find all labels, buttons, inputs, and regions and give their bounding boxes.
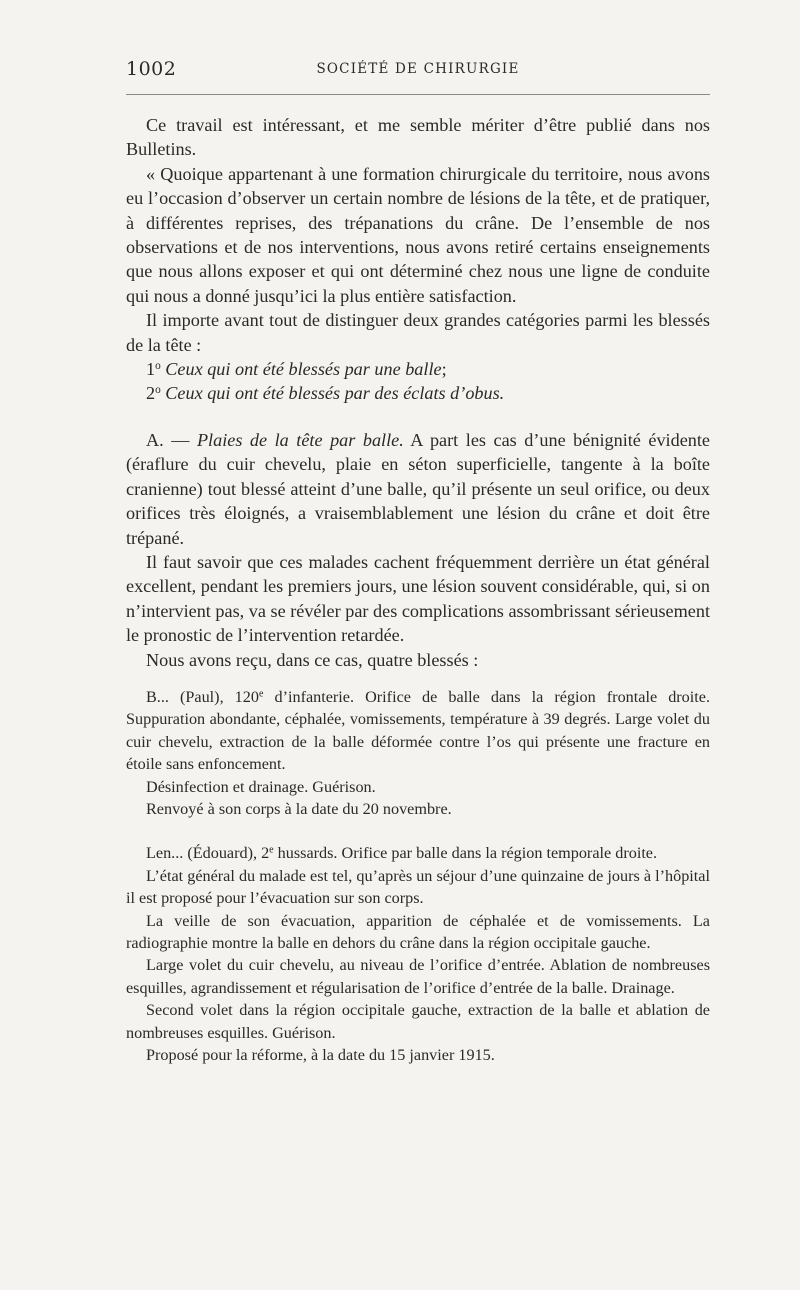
section-a-title: Plaies de la tête par balle. [196, 429, 404, 450]
case-2-second-flap: Second volet dans la région occipitale gauche, extraction de la balle et ablation de nombreuses esquilles. Guérison. [126, 1001, 710, 1042]
case-1-lead: B... (Paul), 120 [146, 687, 259, 706]
running-head: SOCIÉTÉ DE CHIRURGIE [316, 61, 520, 77]
list-item-2 [126, 381, 710, 405]
case-2-complication: La veille de son évacuation, apparition de céphalée et de vomissements. La radiographie montre la balle en dehors du crâne dans la région occipitale gauche. [126, 911, 710, 952]
case-1-description [126, 686, 710, 776]
section-a-paragraph [126, 428, 710, 550]
case-1-rest: d’infanterie. Orifice de balle dans la région frontale droite. Suppuration abondante, céphalée, vomissements, température à 39 degrés. Large volet du cuir chevelu, extraction de la balle déformée contre l’os qui présente une fracture en étoile sans enfoncement. [126, 687, 710, 774]
case-2-description [126, 842, 710, 864]
list-item-2-text: Ceux qui ont été blessés par des éclats d’obus. [165, 383, 505, 404]
ordinal-mark: o [155, 359, 161, 372]
paragraph-warning: Il faut savoir que ces malades cachent fréquemment derrière un état général excellent, pendant les premiers jours, une lésion souvent considérable, qui, si on n’intervient pas, va se révéler par des complications assombrissant sérieusement le pronostic de l’intervention retardée. [126, 551, 710, 646]
case-2-first-flap: Large volet du cuir chevelu, au niveau de l’orifice d’entrée. Ablation de nombreuses esquilles, agrandissement et régularisation de l’orifice d’entrée de la balle. Drainage. [126, 956, 710, 997]
case-1-ordinal: e [258, 688, 264, 700]
case-gap [126, 672, 710, 686]
case-2-general-state: L’état général du malade est tel, qu’après un séjour d’une quinzaine de jours à l’hôpital il est proposé pour l’évacuation sur son corps. [126, 866, 710, 908]
case-1-treatment: Désinfection et drainage. Guérison. [146, 777, 376, 796]
section-a-text: A part les cas d’une bénignité évidente (éraflure du cuir chevelu, plaie en séton superficielle, tangente à la boîte cranienne) tout blessé atteint d’une balle, qu’il présente un seul orifice, ou deux orifices très éloignés, a vraisemblablement une lésion du crâne et doit être trépané. [126, 429, 710, 548]
case-2-outcome: Proposé pour la réforme, à la date du 15 janvier 1915. [146, 1046, 495, 1065]
body-text [126, 113, 710, 1066]
ordinal-mark: o [155, 384, 161, 397]
case-2-rest: hussards. Orifice par balle dans la région temporale droite. [273, 844, 658, 863]
paragraph-intro: Ce travail est intéressant, et me semble mériter d’être publié dans nos Bulletins. [126, 115, 710, 160]
list-item-1 [126, 357, 710, 381]
list-item-1-end: ; [441, 359, 447, 380]
section-a-label: A. — [146, 429, 197, 450]
page-number: 1002 [126, 58, 177, 80]
case-2 [126, 842, 710, 1066]
case-1 [126, 686, 710, 820]
paragraph-four-wounded: Nous avons reçu, dans ce cas, quatre blessés : [146, 649, 479, 670]
paragraph-categories: Il importe avant tout de distinguer deux grandes catégories parmi les blessés de la tête : [126, 310, 710, 355]
case-1-outcome: Renvoyé à son corps à la date du 20 novembre. [146, 799, 452, 818]
case-2-ordinal: e [269, 844, 274, 856]
list-item-1-number: 1 [146, 359, 156, 380]
section-gap [126, 406, 710, 428]
page-header [126, 58, 710, 88]
case-2-lead: Len... (Édouard), 2 [146, 844, 270, 863]
case-gap [126, 820, 710, 842]
header-rule [126, 94, 710, 95]
list-item-2-number: 2 [146, 383, 156, 404]
list-item-1-text: Ceux qui ont été blessés par une balle [165, 359, 442, 380]
paragraph-quote-start: « Quoique appartenant à une formation chirurgicale du territoire, nous avons eu l’occasion d’observer un certain nombre de lésions de la tête, et de pratiquer, à différentes reprises, des trépanations du crâne. De l’ensemble de nos observations et de nos interventions, nous avons retiré certains enseignements que nous allons exposer et qui ont déterminé chez nous une ligne de conduite qui nous a donné jusqu’ici la plus entière satisfaction. [126, 163, 710, 306]
